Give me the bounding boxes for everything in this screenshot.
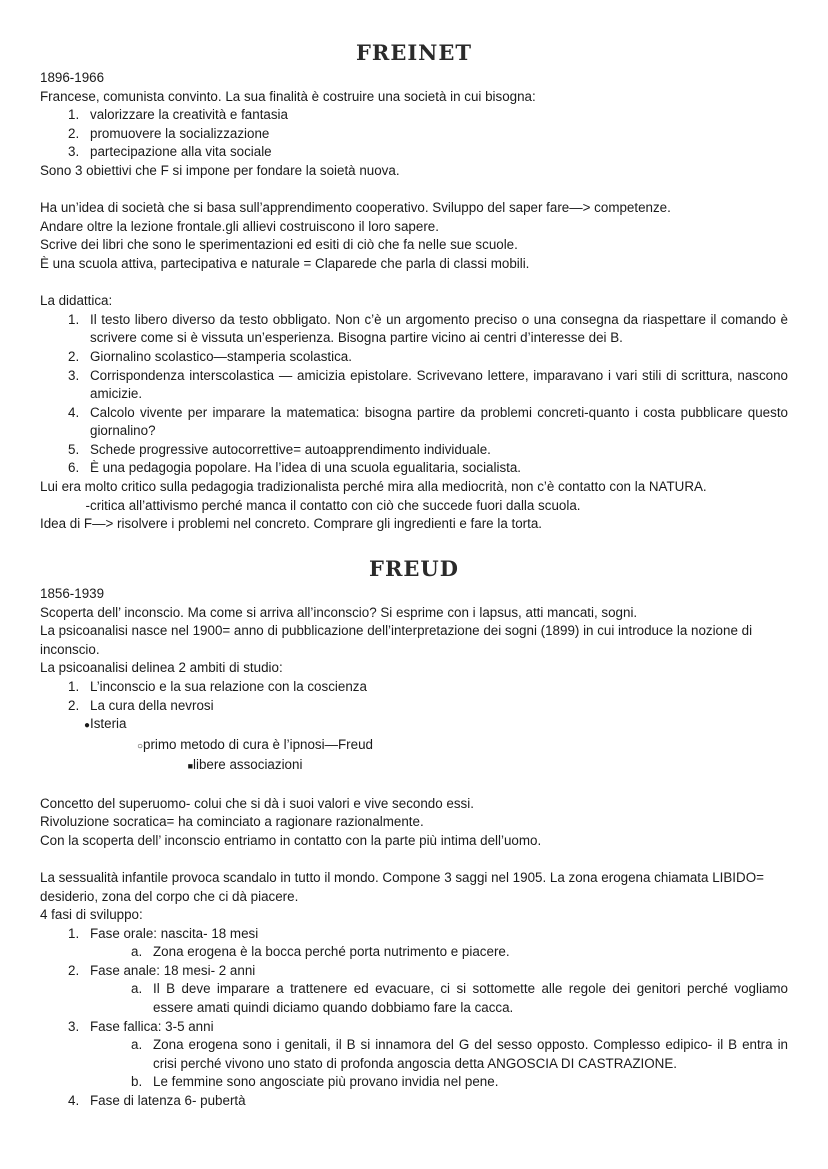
list-item: 4. Calcolo vivente per imparare la matematica: bisogna partire da problemi concreti-quanto i costa pubblicare questo giornalino? xyxy=(68,404,788,439)
square-item: ■ libere associazioni xyxy=(187,757,303,773)
list-item: 5. Schede progressive autocorrettive= autoapprendimento individuale. xyxy=(68,441,491,457)
sub-list-item: b. Le femmine sono angosciate più provano invidia nel pene. xyxy=(131,1074,499,1090)
paragraph: inconscio. xyxy=(40,641,100,657)
freinet-dates: 1896-1966 xyxy=(40,70,105,85)
list-item: 1. Fase orale: nascita- 18 mesi xyxy=(68,925,259,941)
paragraph: È una scuola attiva, partecipativa e naturale = Claparede che parla di classi mobili. xyxy=(40,255,530,271)
paragraph: Idea di F—> risolvere i problemi nel concreto. Comprare gli ingredienti e fare la torta. xyxy=(40,516,543,532)
freud-section xyxy=(40,585,788,1111)
freinet-section xyxy=(40,69,788,534)
list-item: 2. Fase anale: 18 mesi- 2 anni xyxy=(68,962,256,978)
dash-item: - critica all’attivismo perché manca il contatto con ciò che succede fuori dalla scuola. xyxy=(85,497,581,513)
bullet-item: ● Isteria xyxy=(83,716,127,732)
paragraph: Concetto del superuomo- colui che si dà i suoi valori e vive secondo essi. xyxy=(40,795,474,811)
section-title-freud: FREUD xyxy=(369,556,459,581)
list-item: 2. promuovere la socializzazione xyxy=(68,125,270,141)
circle-item: ○ primo metodo di cura è l’ipnosi—Freud xyxy=(136,736,373,752)
paragraph: Con la scoperta dell’ inconscio entriamo in contatto con la parte più intima dell’uomo. xyxy=(40,832,542,848)
paragraph: Rivoluzione socratica= ha cominciato a ragionare razionalmente. xyxy=(40,814,424,830)
paragraph: Lui era molto critico sulla pedagogia tradizionalista perché mira alla mediocrità, non c’è contatto con la NATURA. xyxy=(40,479,707,495)
paragraph: Scoperta dell’ inconscio. Ma come si arriva all’inconscio? Si esprime con i lapsus, atti mancati, sogni. xyxy=(40,604,638,620)
sub-list-item: a. Zona erogena sono i genitali, il B si innamora del G del sesso opposto. Complesso edipico- il B entra in crisi perché vivono uno stato di profonda angoscia detta ANGOSCIA DI CASTRAZIONE. xyxy=(131,1037,788,1071)
sub-list-item: a. Zona erogena è la bocca perché porta nutrimento e piacere. xyxy=(131,944,510,960)
list-item: 3. Corrispondenza interscolastica — amicizia epistolare. Scrivevano lettere, imparavano i vari stili di scrittura, nascono amicizie. xyxy=(68,367,788,402)
list-item: 1. valorizzare la creatività e fantasia xyxy=(68,107,288,123)
list-item: 1. Il testo libero diverso da testo obbligato. Non c’è un argomento preciso o una consegna da riaspettare il comando è scrivere come si è vissuta un’esperienza. Bisogna partire vicino ai centri d’interesse dei B. xyxy=(68,311,788,346)
list-item: 2. Giornalino scolastico—stamperia scolastica. xyxy=(68,348,352,364)
paragraph: Sono 3 obiettivi che F si impone per fondare la soietà nuova. xyxy=(40,162,400,178)
didactics-heading: La didattica: xyxy=(40,293,113,309)
paragraph: Andare oltre la lezione frontale.gli allievi costruiscono il loro sapere. xyxy=(40,218,439,234)
paragraph: La psicoanalisi delinea 2 ambiti di studio: xyxy=(40,660,283,676)
list-item: 3. partecipazione alla vita sociale xyxy=(68,144,272,160)
list-item: 6. È una pedagogia popolare. Ha l’idea di una scuola egualitaria, socialista. xyxy=(68,460,522,476)
paragraph: Scrive dei libri che sono le sperimentazioni ed esiti di ciò che fa nelle sue scuole. xyxy=(40,237,518,253)
list-item: 4. Fase di latenza 6- pubertà xyxy=(68,1093,246,1109)
paragraph: La psicoanalisi nasce nel 1900= anno di pubblicazione dell’interpretazione dei sogni (1899) in cui introduce la nozione di xyxy=(40,623,753,639)
freinet-intro: Francese, comunista convinto. La sua finalità è costruire una società in cui bisogna: xyxy=(40,88,536,104)
sub-list-item: a. Il B deve imparare a trattenere ed evacuare, ci si sottomette alle regole dei genitori perché vogliamo essere amati quindi diciamo quando dobbiamo fare la cacca. xyxy=(131,981,788,1016)
list-item: 2. La cura della nevrosi xyxy=(68,697,214,713)
phases-heading: 4 fasi di sviluppo: xyxy=(40,907,143,923)
paragraph: La sessualità infantile provoca scandalo in tutto il mondo. Compone 3 saggi nel 1905. La zona erogena chiamata LIBIDO= xyxy=(40,869,764,885)
paragraph: Ha un’idea di società che si basa sull’apprendimento cooperativo. Sviluppo del saper fare—> competenze. xyxy=(40,200,671,216)
list-item: 1. L’inconscio e la sua relazione con la coscienza xyxy=(68,678,367,694)
freud-dates: 1856-1939 xyxy=(40,586,105,601)
paragraph: desiderio, zona del corpo che ci dà piacere. xyxy=(40,888,299,904)
section-title-freinet: FREINET xyxy=(355,40,473,65)
list-item: 3. Fase fallica: 3-5 anni xyxy=(68,1018,214,1034)
